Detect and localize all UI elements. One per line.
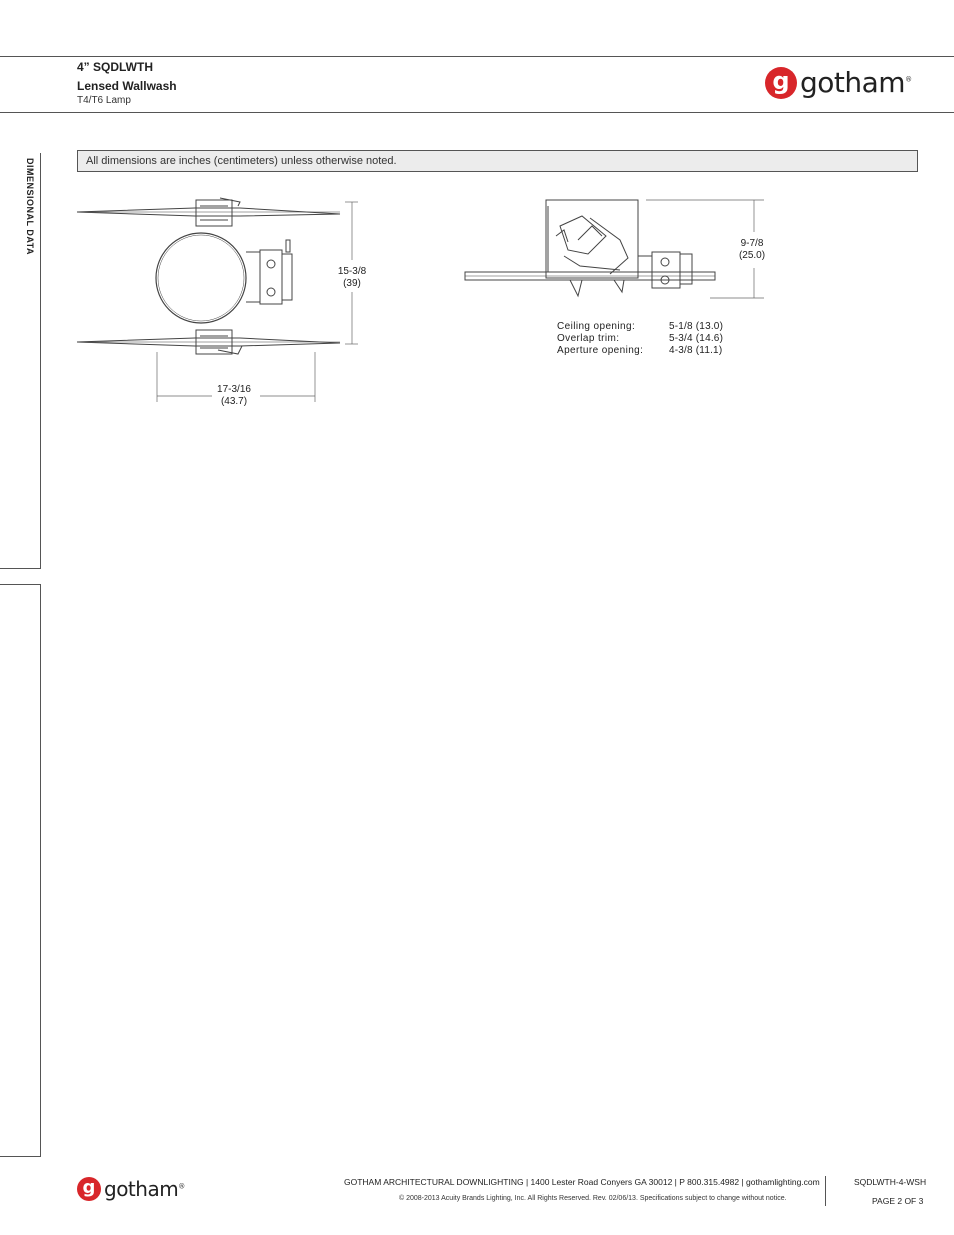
footer-copyright: © 2008-2013 Acuity Brands Lighting, Inc. All Rights Reserved. Rev. 02/06/13. Specifications subject to change without notice. <box>399 1195 787 1202</box>
top-view-height-dimension: 15-3/8 (39) <box>337 266 367 289</box>
header-top-rule <box>0 56 954 57</box>
footer-divider <box>825 1176 826 1206</box>
product-name: Lensed Wallwash <box>77 79 177 93</box>
side-tab-top-rule-2 <box>0 584 41 585</box>
spec-value: 5-1/8 (13.0) <box>669 321 724 332</box>
side-tab-label: DIMENSIONAL DATA <box>25 158 35 255</box>
spec-row <box>557 321 723 333</box>
spec-label: Aperture opening: <box>557 345 644 356</box>
spec-value: 5-3/4 (14.6) <box>669 333 724 344</box>
brand-logo-header[interactable] <box>765 66 912 99</box>
side-tab-right-rule-2 <box>40 584 41 1157</box>
brand-wordmark: gotham® <box>104 1177 185 1201</box>
dimensions-notice: All dimensions are inches (centimeters) unless otherwise noted. <box>77 150 918 172</box>
footer-address: GOTHAM ARCHITECTURAL DOWNLIGHTING | 1400 Lester Road Conyers GA 30012 | P 800.315.4982 | gothamlighting.com <box>344 1177 820 1187</box>
header-bottom-rule <box>0 112 954 113</box>
opening-specs <box>557 321 723 357</box>
top-view-width-dimension: 17-3/16 (43.7) <box>217 384 251 407</box>
footer-page-number: PAGE 2 OF 3 <box>872 1196 924 1206</box>
spec-label: Ceiling opening: <box>557 321 636 332</box>
brand-wordmark: gotham® <box>800 66 912 99</box>
top-view-drawing <box>70 192 370 412</box>
side-tab-bottom-rule-2 <box>0 1156 41 1157</box>
product-lamp: T4/T6 Lamp <box>77 95 131 106</box>
spec-row <box>557 333 723 345</box>
footer-doc-code: SQDLWTH-4-WSH <box>854 1177 927 1187</box>
product-model: 4” SQDLWTH <box>77 60 154 74</box>
spec-row <box>557 345 723 357</box>
brand-g-icon: g <box>77 1177 101 1201</box>
brand-logo-footer[interactable] <box>77 1177 185 1201</box>
brand-g-icon: g <box>765 67 797 99</box>
spec-label: Overlap trim: <box>557 333 620 344</box>
side-tab-bottom-rule-1 <box>0 568 41 569</box>
spec-value: 4-3/8 (11.1) <box>669 345 723 356</box>
side-tab-dimensional-data[interactable] <box>24 158 42 568</box>
side-view-height-dimension: 9-7/8 (25.0) <box>738 238 766 261</box>
